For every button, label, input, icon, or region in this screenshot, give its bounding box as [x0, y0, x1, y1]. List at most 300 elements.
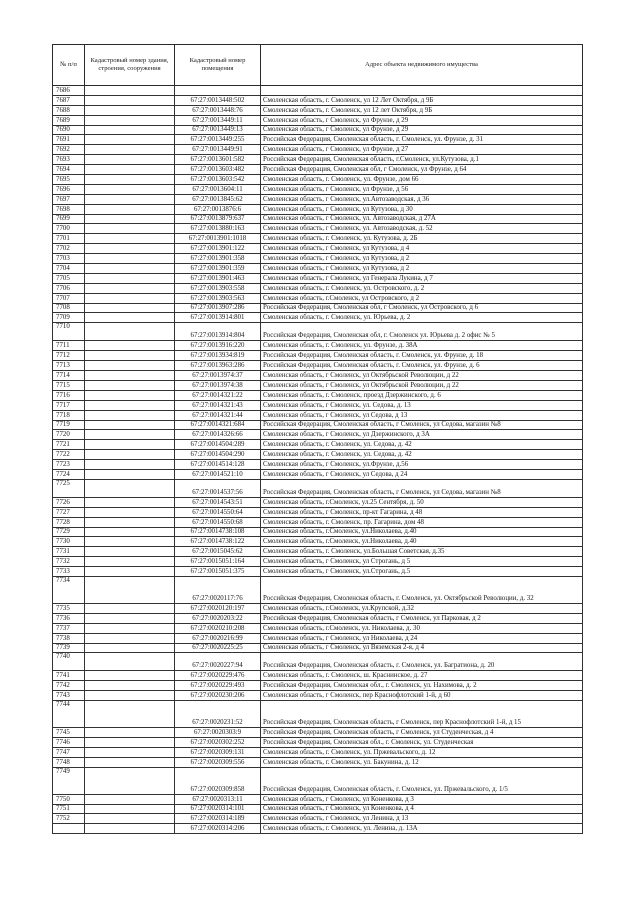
table-row	[53, 623, 583, 633]
building-cadastral-cell	[85, 747, 175, 757]
row-number: 7712	[53, 351, 85, 361]
table-row	[53, 125, 583, 135]
building-cadastral-cell	[85, 105, 175, 115]
table-row	[53, 313, 583, 323]
room-cadastral-cell: 67:27:0013903:558	[175, 283, 261, 293]
room-cadastral-cell: 67:27:0014543:51	[175, 497, 261, 507]
room-cadastral-cell: 67:27:0013449:11	[175, 115, 261, 125]
row-number: 7733	[53, 567, 85, 577]
address-cell: Смоленская область, г Смоленск, ул Фрунзе, д 56	[261, 184, 583, 194]
address-cell: Смоленская область, г Смоленск, ул Коненкова, д 4	[261, 804, 583, 814]
row-number: 7747	[53, 747, 85, 757]
table-row	[53, 234, 583, 244]
room-cadastral-cell: 67:27:0013448:76	[175, 105, 261, 115]
table-row	[53, 351, 583, 361]
room-cadastral-cell: 67:27:0013907:286	[175, 303, 261, 313]
table-row	[53, 547, 583, 557]
address-cell: Смоленская область, г Смоленск, ул Фрунзе, д 29	[261, 125, 583, 135]
room-cadastral-cell: 67:27:0020309:131	[175, 747, 261, 757]
row-number: 7711	[53, 341, 85, 351]
building-cadastral-cell	[85, 623, 175, 633]
row-number: 7750	[53, 794, 85, 804]
building-cadastral-cell	[85, 547, 175, 557]
room-cadastral-cell: 67:27:0013449:255	[175, 135, 261, 145]
table-row	[53, 224, 583, 234]
header-address: Адрес объекта недвижимого имущества	[261, 45, 583, 86]
room-cadastral-cell: 67:27:0013448:502	[175, 95, 261, 105]
row-number: 7698	[53, 204, 85, 214]
building-cadastral-cell	[85, 234, 175, 244]
address-cell: Смоленская область, г. Смоленск, ул. Юрьева, д. 2	[261, 313, 583, 323]
table-row	[53, 794, 583, 804]
row-number: 7709	[53, 313, 85, 323]
building-cadastral-cell	[85, 273, 175, 283]
building-cadastral-cell	[85, 204, 175, 214]
address-cell: Смоленская область, г. Смоленск, проезд Дзержинского, д. 6	[261, 390, 583, 400]
address-cell: Смоленская область, г. Смоленск, ул. Фрунзе, дом 66	[261, 175, 583, 185]
row-number: 7734	[53, 576, 85, 603]
row-number: 7716	[53, 390, 85, 400]
building-cadastral-cell	[85, 323, 175, 341]
table-row	[53, 653, 583, 671]
table-row	[53, 440, 583, 450]
address-cell: Смоленская область, г Смоленск, ул Ленина, д 13	[261, 814, 583, 824]
table-row	[53, 681, 583, 691]
building-cadastral-cell	[85, 814, 175, 824]
table-row	[53, 184, 583, 194]
header-room-cadastral: Кадастровый номер помещения	[175, 45, 261, 86]
building-cadastral-cell	[85, 517, 175, 527]
room-cadastral-cell: 67:27:0014537:56	[175, 479, 261, 497]
room-cadastral-cell: 67:27:0014550:64	[175, 507, 261, 517]
room-cadastral-cell: 67:27:0013901:1018	[175, 234, 261, 244]
building-cadastral-cell	[85, 613, 175, 623]
row-number: 7699	[53, 214, 85, 224]
room-cadastral-cell: 67:27:0014550:68	[175, 517, 261, 527]
room-cadastral-cell: 67:27:0020231:52	[175, 701, 261, 728]
row-number: 7713	[53, 361, 85, 371]
address-cell: Смоленская область, г Смоленск, ул. Седова, д. 13	[261, 400, 583, 410]
room-cadastral-cell: 67:27:0013879:637	[175, 214, 261, 224]
table-row	[53, 165, 583, 175]
room-cadastral-cell: 67:27:0020216:99	[175, 633, 261, 643]
row-number: 7702	[53, 244, 85, 254]
address-cell: Российская Федерация, Смоленская обл., г. Смоленск, ул. Студенческая	[261, 737, 583, 747]
row-number: 7743	[53, 691, 85, 701]
room-cadastral-cell: 67:27:0013901:358	[175, 254, 261, 264]
building-cadastral-cell	[85, 293, 175, 303]
row-number: 7735	[53, 603, 85, 613]
building-cadastral-cell	[85, 691, 175, 701]
address-cell: Смоленская область, г. Смоленск, ул. Островского, д. 2	[261, 283, 583, 293]
room-cadastral-cell: 67:27:0020229:493	[175, 681, 261, 691]
row-number: 7717	[53, 400, 85, 410]
table-row	[53, 613, 583, 623]
table-row	[53, 303, 583, 313]
row-number: 7748	[53, 757, 85, 767]
table-row	[53, 430, 583, 440]
building-cadastral-cell	[85, 264, 175, 274]
table-row	[53, 603, 583, 613]
building-cadastral-cell	[85, 469, 175, 479]
address-cell: Смоленская область, г. Смоленск, ул. Седова, д. 42	[261, 440, 583, 450]
address-cell: Российская Федерация, Смоленская область, г. Смоленск, ул. Октябрьской Революции, д. 32	[261, 576, 583, 603]
building-cadastral-cell	[85, 254, 175, 264]
table-header-row	[53, 45, 583, 86]
room-cadastral-cell: 67:27:0013914:801	[175, 313, 261, 323]
building-cadastral-cell	[85, 175, 175, 185]
row-number: 7708	[53, 303, 85, 313]
row-number: 7706	[53, 283, 85, 293]
building-cadastral-cell	[85, 371, 175, 381]
building-cadastral-cell	[85, 380, 175, 390]
building-cadastral-cell	[85, 728, 175, 738]
room-cadastral-cell: 67:27:0014504:290	[175, 450, 261, 460]
building-cadastral-cell	[85, 95, 175, 105]
table-row	[53, 105, 583, 115]
room-cadastral-cell: 67:27:0020314:189	[175, 814, 261, 824]
row-number: 7719	[53, 420, 85, 430]
table-row	[53, 341, 583, 351]
address-cell: Российская Федерация, Смоленская область, г Смоленск, ул Парковая, д 2	[261, 613, 583, 623]
building-cadastral-cell	[85, 361, 175, 371]
building-cadastral-cell	[85, 497, 175, 507]
table-row	[53, 155, 583, 165]
room-cadastral-cell: 67:27:0020303:9	[175, 728, 261, 738]
room-cadastral-cell: 67:27:0020314:206	[175, 824, 261, 834]
address-cell: Смоленская область, г. Смоленск, ул. Седова, д. 42	[261, 450, 583, 460]
table-row	[53, 175, 583, 185]
building-cadastral-cell	[85, 643, 175, 653]
room-cadastral-cell: 67:27:0013880:163	[175, 224, 261, 234]
property-table	[52, 44, 583, 834]
room-cadastral-cell: 67:27:0013963:286	[175, 361, 261, 371]
building-cadastral-cell	[85, 115, 175, 125]
address-cell: Смоленская область, г Смоленск, ул Кутузова, д 4	[261, 244, 583, 254]
building-cadastral-cell	[85, 303, 175, 313]
room-cadastral-cell: 67:27:0014738:108	[175, 527, 261, 537]
room-cadastral-cell: 67:27:0015051:164	[175, 557, 261, 567]
row-number: 7737	[53, 623, 85, 633]
address-cell: Смоленская область, г Смоленск, ул Кутузова, д 2	[261, 264, 583, 274]
building-cadastral-cell	[85, 351, 175, 361]
room-cadastral-cell: 67:27:0015045:62	[175, 547, 261, 557]
row-number: 7731	[53, 547, 85, 557]
row-number: 7690	[53, 125, 85, 135]
building-cadastral-cell	[85, 165, 175, 175]
room-cadastral-cell: 67:27:0020302:252	[175, 737, 261, 747]
room-cadastral-cell	[175, 86, 261, 96]
table-row	[53, 691, 583, 701]
building-cadastral-cell	[85, 701, 175, 728]
table-row	[53, 86, 583, 96]
room-cadastral-cell: 67:27:0013449:91	[175, 145, 261, 155]
address-cell: Смоленская область, г Смоленск, ул Фрунзе, д 29	[261, 115, 583, 125]
building-cadastral-cell	[85, 440, 175, 450]
room-cadastral-cell: 67:27:0020210:208	[175, 623, 261, 633]
row-number: 7707	[53, 293, 85, 303]
room-cadastral-cell: 67:27:0020313:11	[175, 794, 261, 804]
row-number: 7697	[53, 194, 85, 204]
row-number: 7739	[53, 643, 85, 653]
table-row	[53, 737, 583, 747]
building-cadastral-cell	[85, 450, 175, 460]
table-row	[53, 400, 583, 410]
address-cell	[261, 86, 583, 96]
building-cadastral-cell	[85, 507, 175, 517]
address-cell: Смоленская область, г. Смоленск, ул 12 Лет Октября, д 9Б	[261, 95, 583, 105]
room-cadastral-cell: 67:27:0014326:66	[175, 430, 261, 440]
address-cell: Смоленская область, г Смоленск, ул Кутузова, д 2	[261, 254, 583, 264]
building-cadastral-cell	[85, 224, 175, 234]
address-cell: Смоленская область, г Смоленск, ул. Автозаводская, д 27А	[261, 214, 583, 224]
room-cadastral-cell: 67:27:0020227:94	[175, 653, 261, 671]
address-cell: Российская Федерация, Смоленская область, г.Смоленск, ул.Кутузова, д.1	[261, 155, 583, 165]
building-cadastral-cell	[85, 214, 175, 224]
row-number: 7704	[53, 264, 85, 274]
address-cell: Смоленская область, г. Смоленск, ш. Краснинское, д. 27	[261, 671, 583, 681]
row-number: 7727	[53, 507, 85, 517]
table-row	[53, 214, 583, 224]
room-cadastral-cell: 67:27:0013876:6	[175, 204, 261, 214]
address-cell: Российская Федерация, Смоленская область, г Смоленск, ул Студенческая, д 4	[261, 728, 583, 738]
room-cadastral-cell: 67:27:0013603:482	[175, 165, 261, 175]
building-cadastral-cell	[85, 737, 175, 747]
building-cadastral-cell	[85, 557, 175, 567]
address-cell: Российская Федерация, Смоленская обл, г Смоленск, ул Фрунзе, д 64	[261, 165, 583, 175]
room-cadastral-cell: 67:27:0013604:11	[175, 184, 261, 194]
room-cadastral-cell: 67:27:0020314:101	[175, 804, 261, 814]
address-cell: Смоленская область, г Смоленск, ул Седова, д 24	[261, 469, 583, 479]
building-cadastral-cell	[85, 767, 175, 794]
row-number: 7695	[53, 175, 85, 185]
row-number: 7688	[53, 105, 85, 115]
address-cell: Смоленская область, г Смоленск, ул.Автозаводская, д 36	[261, 194, 583, 204]
room-cadastral-cell: 67:27:0014514:128	[175, 460, 261, 470]
room-cadastral-cell: 67:27:0015051:375	[175, 567, 261, 577]
table-row	[53, 254, 583, 264]
table-row	[53, 767, 583, 794]
building-cadastral-cell	[85, 671, 175, 681]
room-cadastral-cell: 67:27:0013603:542	[175, 175, 261, 185]
table-row	[53, 145, 583, 155]
building-cadastral-cell	[85, 567, 175, 577]
row-number: 7745	[53, 728, 85, 738]
address-cell: Российская Федерация, Смоленская обл., г. Смоленск, ул. Нахимова, д. 2	[261, 681, 583, 691]
row-number: 7730	[53, 537, 85, 547]
room-cadastral-cell: 67:27:0014504:289	[175, 440, 261, 450]
address-cell: Смоленская область, г Смоленск, ул Генерала Лукина, д 7	[261, 273, 583, 283]
row-number: 7752	[53, 814, 85, 824]
table-row	[53, 567, 583, 577]
address-cell: Российская Федерация, Смоленская область, г. Смоленск, ул. Фрунзе, д. 6	[261, 361, 583, 371]
address-cell: Смоленская область, г.Смоленск, ул.Николаева, д.40	[261, 537, 583, 547]
row-number: 7689	[53, 115, 85, 125]
building-cadastral-cell	[85, 244, 175, 254]
table-row	[53, 479, 583, 497]
building-cadastral-cell	[85, 283, 175, 293]
building-cadastral-cell	[85, 537, 175, 547]
room-cadastral-cell: 67:27:0013901:359	[175, 264, 261, 274]
building-cadastral-cell	[85, 125, 175, 135]
table-row	[53, 95, 583, 105]
table-row	[53, 804, 583, 814]
address-cell: Российская Федерация, Смоленская область, г. Смоленск, ул. Пржевальского, д. 1/5	[261, 767, 583, 794]
address-cell: Смоленская область, г.Смоленск, ул.Крупской, д.32	[261, 603, 583, 613]
table-row	[53, 671, 583, 681]
table-row	[53, 410, 583, 420]
room-cadastral-cell: 67:27:0020120:197	[175, 603, 261, 613]
address-cell: Смоленская область, г. Смоленск, ул. Фрунзе, д. 38А	[261, 341, 583, 351]
table-row	[53, 497, 583, 507]
address-cell: Смоленская область, г Смоленск, ул Октябрьской Революции, д 22	[261, 380, 583, 390]
building-cadastral-cell	[85, 681, 175, 691]
table-row	[53, 204, 583, 214]
building-cadastral-cell	[85, 576, 175, 603]
room-cadastral-cell: 67:27:0020203:22	[175, 613, 261, 623]
table-row	[53, 293, 583, 303]
room-cadastral-cell: 67:27:0020309:858	[175, 767, 261, 794]
row-number: 7741	[53, 671, 85, 681]
building-cadastral-cell	[85, 633, 175, 643]
room-cadastral-cell: 67:27:0020230:206	[175, 691, 261, 701]
address-cell: Смоленская область, г Смоленск, ул Николаева, д 24	[261, 633, 583, 643]
building-cadastral-cell	[85, 794, 175, 804]
table-row	[53, 460, 583, 470]
document-sheet	[52, 44, 582, 834]
room-cadastral-cell: 67:27:0013901:463	[175, 273, 261, 283]
building-cadastral-cell	[85, 430, 175, 440]
row-number: 7692	[53, 145, 85, 155]
room-cadastral-cell: 67:27:0020229:476	[175, 671, 261, 681]
building-cadastral-cell	[85, 460, 175, 470]
address-cell: Российская Федерация, Смоленская обл, г. Смоленск ул. Юрьева д. 2 офис № 5	[261, 323, 583, 341]
row-number: 7687	[53, 95, 85, 105]
address-cell: Смоленская область, г Смоленск, ул Кутузова, д 30	[261, 204, 583, 214]
row-number: 7751	[53, 804, 85, 814]
table-row	[53, 557, 583, 567]
address-cell: Российская Федерация, Смоленская обл, г Смоленск, ул Островского, д 6	[261, 303, 583, 313]
row-number: 7705	[53, 273, 85, 283]
row-number: 7725	[53, 479, 85, 497]
table-row	[53, 728, 583, 738]
address-cell: Смоленская область, г Смоленск, пер Краснофлотский 1-й, д 60	[261, 691, 583, 701]
address-cell: Смоленская область, г Смоленск, ул Строгань, д 5	[261, 557, 583, 567]
address-cell: Смоленская область, г Смоленск, ул Седова, д 13	[261, 410, 583, 420]
building-cadastral-cell	[85, 135, 175, 145]
room-cadastral-cell: 67:27:0013845:62	[175, 194, 261, 204]
address-cell: Смоленская область, г Смоленск, ул Октябрьской Революции, д 22	[261, 371, 583, 381]
row-number: 7691	[53, 135, 85, 145]
room-cadastral-cell: 67:27:0014321:43	[175, 400, 261, 410]
room-cadastral-cell: 67:27:0013601:582	[175, 155, 261, 165]
row-number: 7686	[53, 86, 85, 96]
row-number: 7700	[53, 224, 85, 234]
address-cell: Российская Федерация, Смоленская область, г Смоленск, ул Седова, магазин №8	[261, 420, 583, 430]
address-cell: Смоленская область, г. Смоленск, ул 12 лет Октября, д 9Б	[261, 105, 583, 115]
room-cadastral-cell: 67:27:0020117:76	[175, 576, 261, 603]
row-number: 7718	[53, 410, 85, 420]
row-number: 7701	[53, 234, 85, 244]
building-cadastral-cell	[85, 824, 175, 834]
table-row	[53, 824, 583, 834]
row-number: 7723	[53, 460, 85, 470]
room-cadastral-cell: 67:27:0014738:122	[175, 537, 261, 547]
table-row	[53, 244, 583, 254]
address-cell: Смоленская область, г.Смоленск, ул.25 Сентября, д. 50	[261, 497, 583, 507]
address-cell: Смоленская область, г Смоленск, ул.Фрунзе, д.56	[261, 460, 583, 470]
address-cell: Смоленская область, г Смоленск, ул. Автозаводская, д. 52	[261, 224, 583, 234]
table-row	[53, 194, 583, 204]
room-cadastral-cell: 67:27:0013449:13	[175, 125, 261, 135]
row-number: 7710	[53, 323, 85, 341]
building-cadastral-cell	[85, 313, 175, 323]
room-cadastral-cell: 67:27:0013914:804	[175, 323, 261, 341]
room-cadastral-cell: 67:27:0014321:44	[175, 410, 261, 420]
table-row	[53, 527, 583, 537]
table-row	[53, 643, 583, 653]
row-number: 7721	[53, 440, 85, 450]
table-row	[53, 633, 583, 643]
table-row	[53, 517, 583, 527]
address-cell: Смоленская область, г. Смоленск, ул.Большая Советская, д.35	[261, 547, 583, 557]
row-number: 7693	[53, 155, 85, 165]
building-cadastral-cell	[85, 804, 175, 814]
address-cell: Смоленская область, г Смоленск, ул Фрунзе, д 27	[261, 145, 583, 155]
address-cell: Смоленская область, г Смоленск, ул.Строгань, д.5	[261, 567, 583, 577]
room-cadastral-cell: 67:27:0020309:556	[175, 757, 261, 767]
table-row	[53, 576, 583, 603]
row-number: 7714	[53, 371, 85, 381]
row-number: 7724	[53, 469, 85, 479]
table-row	[53, 469, 583, 479]
row-number: 7746	[53, 737, 85, 747]
table-body	[53, 86, 583, 834]
building-cadastral-cell	[85, 145, 175, 155]
row-number: 7729	[53, 527, 85, 537]
address-cell: Российская Федерация, Смоленская область, г Смоленск, пер Краснофлотский 1-й, д 15	[261, 701, 583, 728]
table-row	[53, 537, 583, 547]
building-cadastral-cell	[85, 479, 175, 497]
table-row	[53, 450, 583, 460]
table-row	[53, 390, 583, 400]
table-row	[53, 701, 583, 728]
building-cadastral-cell	[85, 410, 175, 420]
building-cadastral-cell	[85, 341, 175, 351]
table-row	[53, 757, 583, 767]
table-row	[53, 380, 583, 390]
building-cadastral-cell	[85, 527, 175, 537]
address-cell: Российская Федерация, Смоленская область, г. Смоленск, ул. Багратиона, д. 20	[261, 653, 583, 671]
room-cadastral-cell: 67:27:0014521:10	[175, 469, 261, 479]
address-cell: Смоленская область, г Смоленск, пр-кт Гагарина, д 48	[261, 507, 583, 517]
address-cell: Смоленская область, г. Смоленск, ул. Ленина, д. 13А	[261, 824, 583, 834]
row-number: 7742	[53, 681, 85, 691]
address-cell: Российская Федерация, Смоленская область, г. Смоленск, ул. Фрунзе, д. 18	[261, 351, 583, 361]
row-number: 7740	[53, 653, 85, 671]
address-cell: Смоленская область, г.Смоленск, ул. Николаева, д. 30	[261, 623, 583, 633]
table-row	[53, 371, 583, 381]
room-cadastral-cell: 67:27:0014321:684	[175, 420, 261, 430]
building-cadastral-cell	[85, 184, 175, 194]
table-row	[53, 135, 583, 145]
address-cell: Смоленская область, г.Смоленск, ул.Николаева, д.40	[261, 527, 583, 537]
row-number: 7694	[53, 165, 85, 175]
row-number: 7738	[53, 633, 85, 643]
building-cadastral-cell	[85, 653, 175, 671]
address-cell: Смоленская область, г. Смоленск, ул. Кутузова, д. 2Б	[261, 234, 583, 244]
room-cadastral-cell: 67:27:0013974:38	[175, 380, 261, 390]
